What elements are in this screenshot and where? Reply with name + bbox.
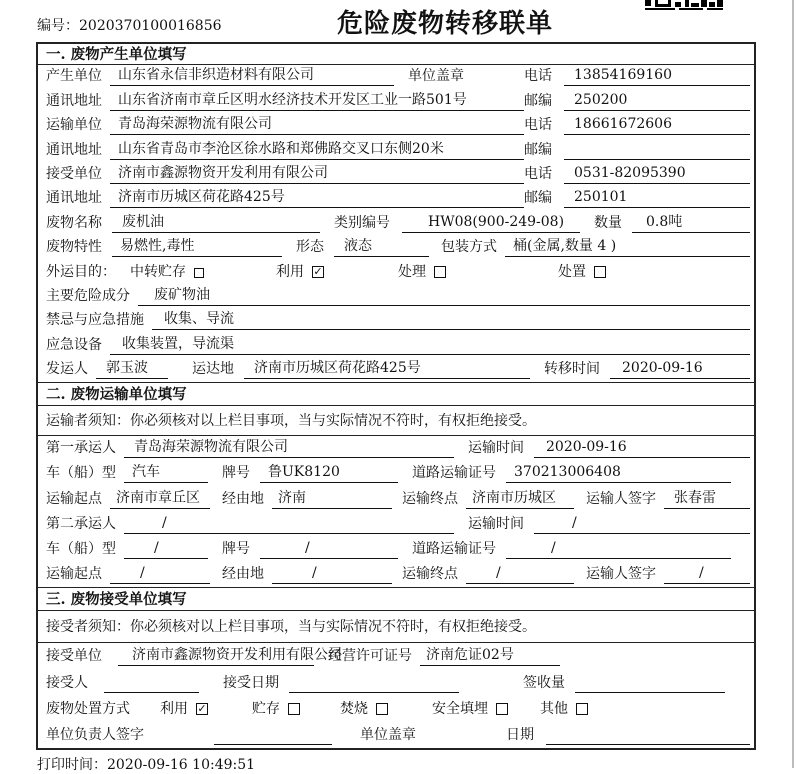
print-time: [37, 754, 796, 774]
transfer-time-value: 2020-09-16: [610, 359, 750, 379]
checkbox-landfill: [496, 703, 508, 715]
section1-title: 一. 废物产生单位填写: [38, 44, 754, 65]
form-label: 形态: [296, 239, 324, 256]
equipment-label: 应急设备: [46, 336, 102, 353]
purpose-option-label: 利用: [276, 263, 304, 280]
vehicle2-label: 车（船）型: [46, 541, 116, 558]
row-receiver-address: [38, 187, 754, 211]
row-route1: [38, 486, 754, 511]
form-value: 液态: [334, 237, 429, 257]
phone-value: 18661672606: [564, 115, 750, 135]
terminal2-label: 运输终点: [402, 566, 458, 583]
waste-name-label: 废物名称: [46, 214, 102, 231]
print-time-value: 2020-09-16 10:49:51: [107, 756, 256, 773]
purpose-label: 外运目的：: [46, 263, 116, 280]
transporter-label: 运输单位: [46, 117, 102, 134]
destination-value: 济南市历城区荷花路425号: [244, 359, 530, 379]
receiver-value: 济南市鑫源物资开发利用有限公司: [110, 164, 524, 184]
precaution-value: 收集、导流: [152, 310, 750, 330]
transporter-notice: 运输者须知：你必须核对以上栏目事项，当与实际情况不符时，有权拒绝接受。: [38, 406, 754, 436]
print-time-label: 打印时间：: [37, 756, 107, 773]
section3-title: 三. 废物接受单位填写: [38, 588, 754, 611]
seal-label: 单位盖章: [360, 726, 416, 743]
zip-label: 邮编: [524, 92, 552, 109]
plate1-value: 鲁UK8120: [260, 463, 398, 483]
disposal-option-label: 贮存: [252, 700, 280, 717]
time1-value: 2020-09-16: [534, 438, 750, 458]
packing-label: 包装方式: [441, 239, 497, 256]
zip-label: 邮编: [524, 141, 552, 158]
page-title: 危险废物转移联单: [336, 9, 553, 39]
characteristic-label: 废物特性: [46, 239, 102, 256]
sender-label: 发运人: [46, 361, 88, 378]
terminal2-value: /: [466, 564, 574, 584]
row-route2: [38, 562, 754, 587]
signature2-value: /: [664, 564, 750, 584]
receive-unit-value: 济南市鑫源物资开发利用有限公司: [118, 646, 314, 666]
sender-value: 郭玉波: [96, 359, 168, 379]
row-waste-name: [38, 211, 754, 235]
checkbox-store: [288, 703, 300, 715]
characteristic-value: 易燃性,毒性: [112, 237, 282, 257]
disposal-option-label: 安全填埋: [432, 700, 488, 717]
row-transporter: [38, 114, 754, 138]
date-label: 日期: [506, 726, 534, 743]
row-receiver: [38, 163, 754, 187]
disposal-label: 废物处置方式: [46, 700, 130, 717]
time2-value: /: [534, 514, 750, 534]
accept-date-value-blank: [289, 673, 459, 693]
origin1-value: 济南市章丘区: [110, 489, 210, 509]
plate2-value: /: [260, 539, 398, 559]
waste-name-value: 废机油: [112, 213, 320, 233]
serial-label: 编号：: [37, 18, 79, 34]
row-acceptor: [38, 669, 754, 695]
checkbox-transfer-storage: [194, 268, 204, 278]
acceptor-value-blank: [104, 673, 199, 693]
carrier1-label: 第一承运人: [46, 440, 116, 457]
phone-label: 电话: [524, 165, 552, 182]
plate2-label: 牌号: [222, 541, 250, 558]
date-value-blank: [546, 725, 750, 745]
time2-label: 运输时间: [468, 515, 524, 532]
carrier2-label: 第二承运人: [46, 515, 116, 532]
disposal-option-label: 利用: [160, 700, 188, 717]
road-license2-value: /: [506, 539, 731, 559]
origin1-label: 运输起点: [46, 490, 102, 507]
destination-label: 运达地: [192, 361, 234, 378]
quantity-value: 0.8吨: [632, 213, 750, 233]
origin2-value: /: [110, 564, 210, 584]
row-producer-address: [38, 89, 754, 113]
zip-group: [524, 140, 750, 160]
section2-title: 二. 废物运输单位填写: [38, 383, 754, 406]
permit-label: 经营许可证号: [328, 648, 412, 665]
receiver-notice: 接受者须知：你必须核对以上栏目事项，当与实际情况不符时，有权拒绝接受。: [38, 611, 754, 643]
zip-group: [524, 188, 750, 208]
row-disposal: [38, 696, 754, 722]
received-amount-value-blank: [575, 673, 725, 693]
permit-value: 济南危证02号: [420, 646, 560, 666]
row-waste-characteristic: [38, 236, 754, 260]
quantity-label: 数量: [594, 214, 622, 231]
zip-group: [524, 91, 750, 111]
checkbox-dispose: [594, 266, 606, 278]
phone-group: [524, 66, 750, 86]
via1-label: 经由地: [222, 490, 264, 507]
via2-value: /: [272, 564, 392, 584]
address-value: 济南市历城区荷花路425号: [110, 188, 524, 208]
received-amount-label: 签收量: [523, 674, 565, 691]
phone-group: [524, 164, 750, 184]
main-hazard-value: 废矿物油: [138, 286, 750, 306]
page-header: [0, 0, 796, 42]
phone-label: 电话: [524, 68, 552, 85]
vehicle1-label: 车（船）型: [46, 465, 116, 482]
phone-group: [524, 115, 750, 135]
row-transporter-address: [38, 138, 754, 162]
row-head-signature: [38, 722, 754, 748]
receiver-label: 接受单位: [46, 165, 102, 182]
manifest-form: [36, 42, 756, 750]
phone-label: 电话: [524, 117, 552, 134]
zip-value: 250200: [564, 91, 750, 111]
checkbox-other: [576, 703, 588, 715]
zip-label: 邮编: [524, 190, 552, 207]
section-receiver: [38, 587, 754, 748]
row-main-hazard: [38, 285, 754, 309]
row-equipment: [38, 333, 754, 357]
head-signature-value-blank: [214, 725, 332, 745]
head-signature-label: 单位负责人签字: [46, 726, 144, 743]
signature2-label: 运输人签字: [586, 566, 656, 583]
zip-value-blank: [564, 140, 750, 160]
transporter-value: 青岛海荣源物流有限公司: [110, 115, 524, 135]
serial-value: 2020370100016856: [79, 18, 222, 34]
phone-value: 13854169160: [564, 66, 750, 86]
terminal1-value: 济南市历城区: [466, 489, 574, 509]
disposal-option-label: 焚烧: [340, 700, 368, 717]
road-license1-value: 370213006408: [506, 463, 731, 483]
row-sender: [38, 358, 754, 382]
row-first-carrier: [38, 436, 754, 461]
plate1-label: 牌号: [222, 465, 250, 482]
row-producer: [38, 65, 754, 89]
checkbox-incinerate: [376, 703, 388, 715]
signature1-value: 张春雷: [664, 489, 750, 509]
signature1-label: 运输人签字: [586, 490, 656, 507]
purpose-option-label: 处理: [398, 263, 426, 280]
qr-code-icon: [645, 0, 723, 10]
receive-unit-label: 接受单位: [46, 648, 102, 665]
equipment-value: 收集装置，导流渠: [110, 335, 750, 355]
address-value: 山东省青岛市李沧区徐水路和郑佛路交叉口东侧20米: [110, 140, 524, 160]
section-producer: [38, 44, 754, 382]
row-vehicle1: [38, 461, 754, 486]
page-edge-line: [792, 0, 794, 768]
carrier1-value: 青岛海荣源物流有限公司: [124, 438, 454, 458]
address-label: 通讯地址: [46, 141, 102, 158]
via1-value: 济南: [272, 489, 392, 509]
carrier2-value: /: [124, 514, 454, 534]
accept-date-label: 接受日期: [223, 674, 279, 691]
road-license1-label: 道路运输证号: [412, 465, 496, 482]
row-purpose: [38, 260, 754, 284]
phone-value: 0531-82095390: [564, 164, 750, 184]
packing-value: 桶(金属,数量 4 ): [505, 237, 750, 257]
row-accept-unit: [38, 643, 754, 669]
producer-value: 山东省永信非织造材料有限公司: [110, 66, 394, 86]
category-label: 类别编号: [334, 214, 390, 231]
vehicle2-value: /: [124, 539, 208, 559]
section-transporter: [38, 382, 754, 587]
seal-label: 单位盖章: [408, 68, 464, 85]
main-hazard-label: 主要危险成分: [46, 287, 130, 304]
acceptor-label: 接受人: [46, 674, 88, 691]
transfer-time-label: 转移时间: [544, 361, 600, 378]
time1-label: 运输时间: [468, 440, 524, 457]
row-vehicle2: [38, 537, 754, 562]
category-value: HW08(900-249-08): [402, 213, 580, 233]
producer-label: 产生单位: [46, 68, 102, 85]
row-second-carrier: [38, 512, 754, 537]
via2-label: 经由地: [222, 566, 264, 583]
address-label: 通讯地址: [46, 190, 102, 207]
disposal-option-label: 其他: [540, 700, 568, 717]
checkbox-utilize-checked: ✓: [197, 701, 207, 715]
origin2-label: 运输起点: [46, 566, 102, 583]
terminal1-label: 运输终点: [402, 490, 458, 507]
road-license2-label: 道路运输证号: [412, 541, 496, 558]
checkbox-treat: [434, 266, 446, 278]
purpose-option-label: 中转贮存: [130, 263, 186, 280]
precaution-label: 禁忌与应急措施: [46, 312, 144, 329]
address-value: 山东省济南市章丘区明水经济技术开发区工业一路501号: [110, 91, 524, 111]
purpose-option-label: 处置: [558, 263, 586, 280]
vehicle1-value: 汽车: [124, 463, 208, 483]
checkbox-utilize-checked: ✓: [313, 264, 323, 278]
row-precaution: [38, 309, 754, 333]
zip-value: 250101: [564, 188, 750, 208]
address-label: 通讯地址: [46, 92, 102, 109]
